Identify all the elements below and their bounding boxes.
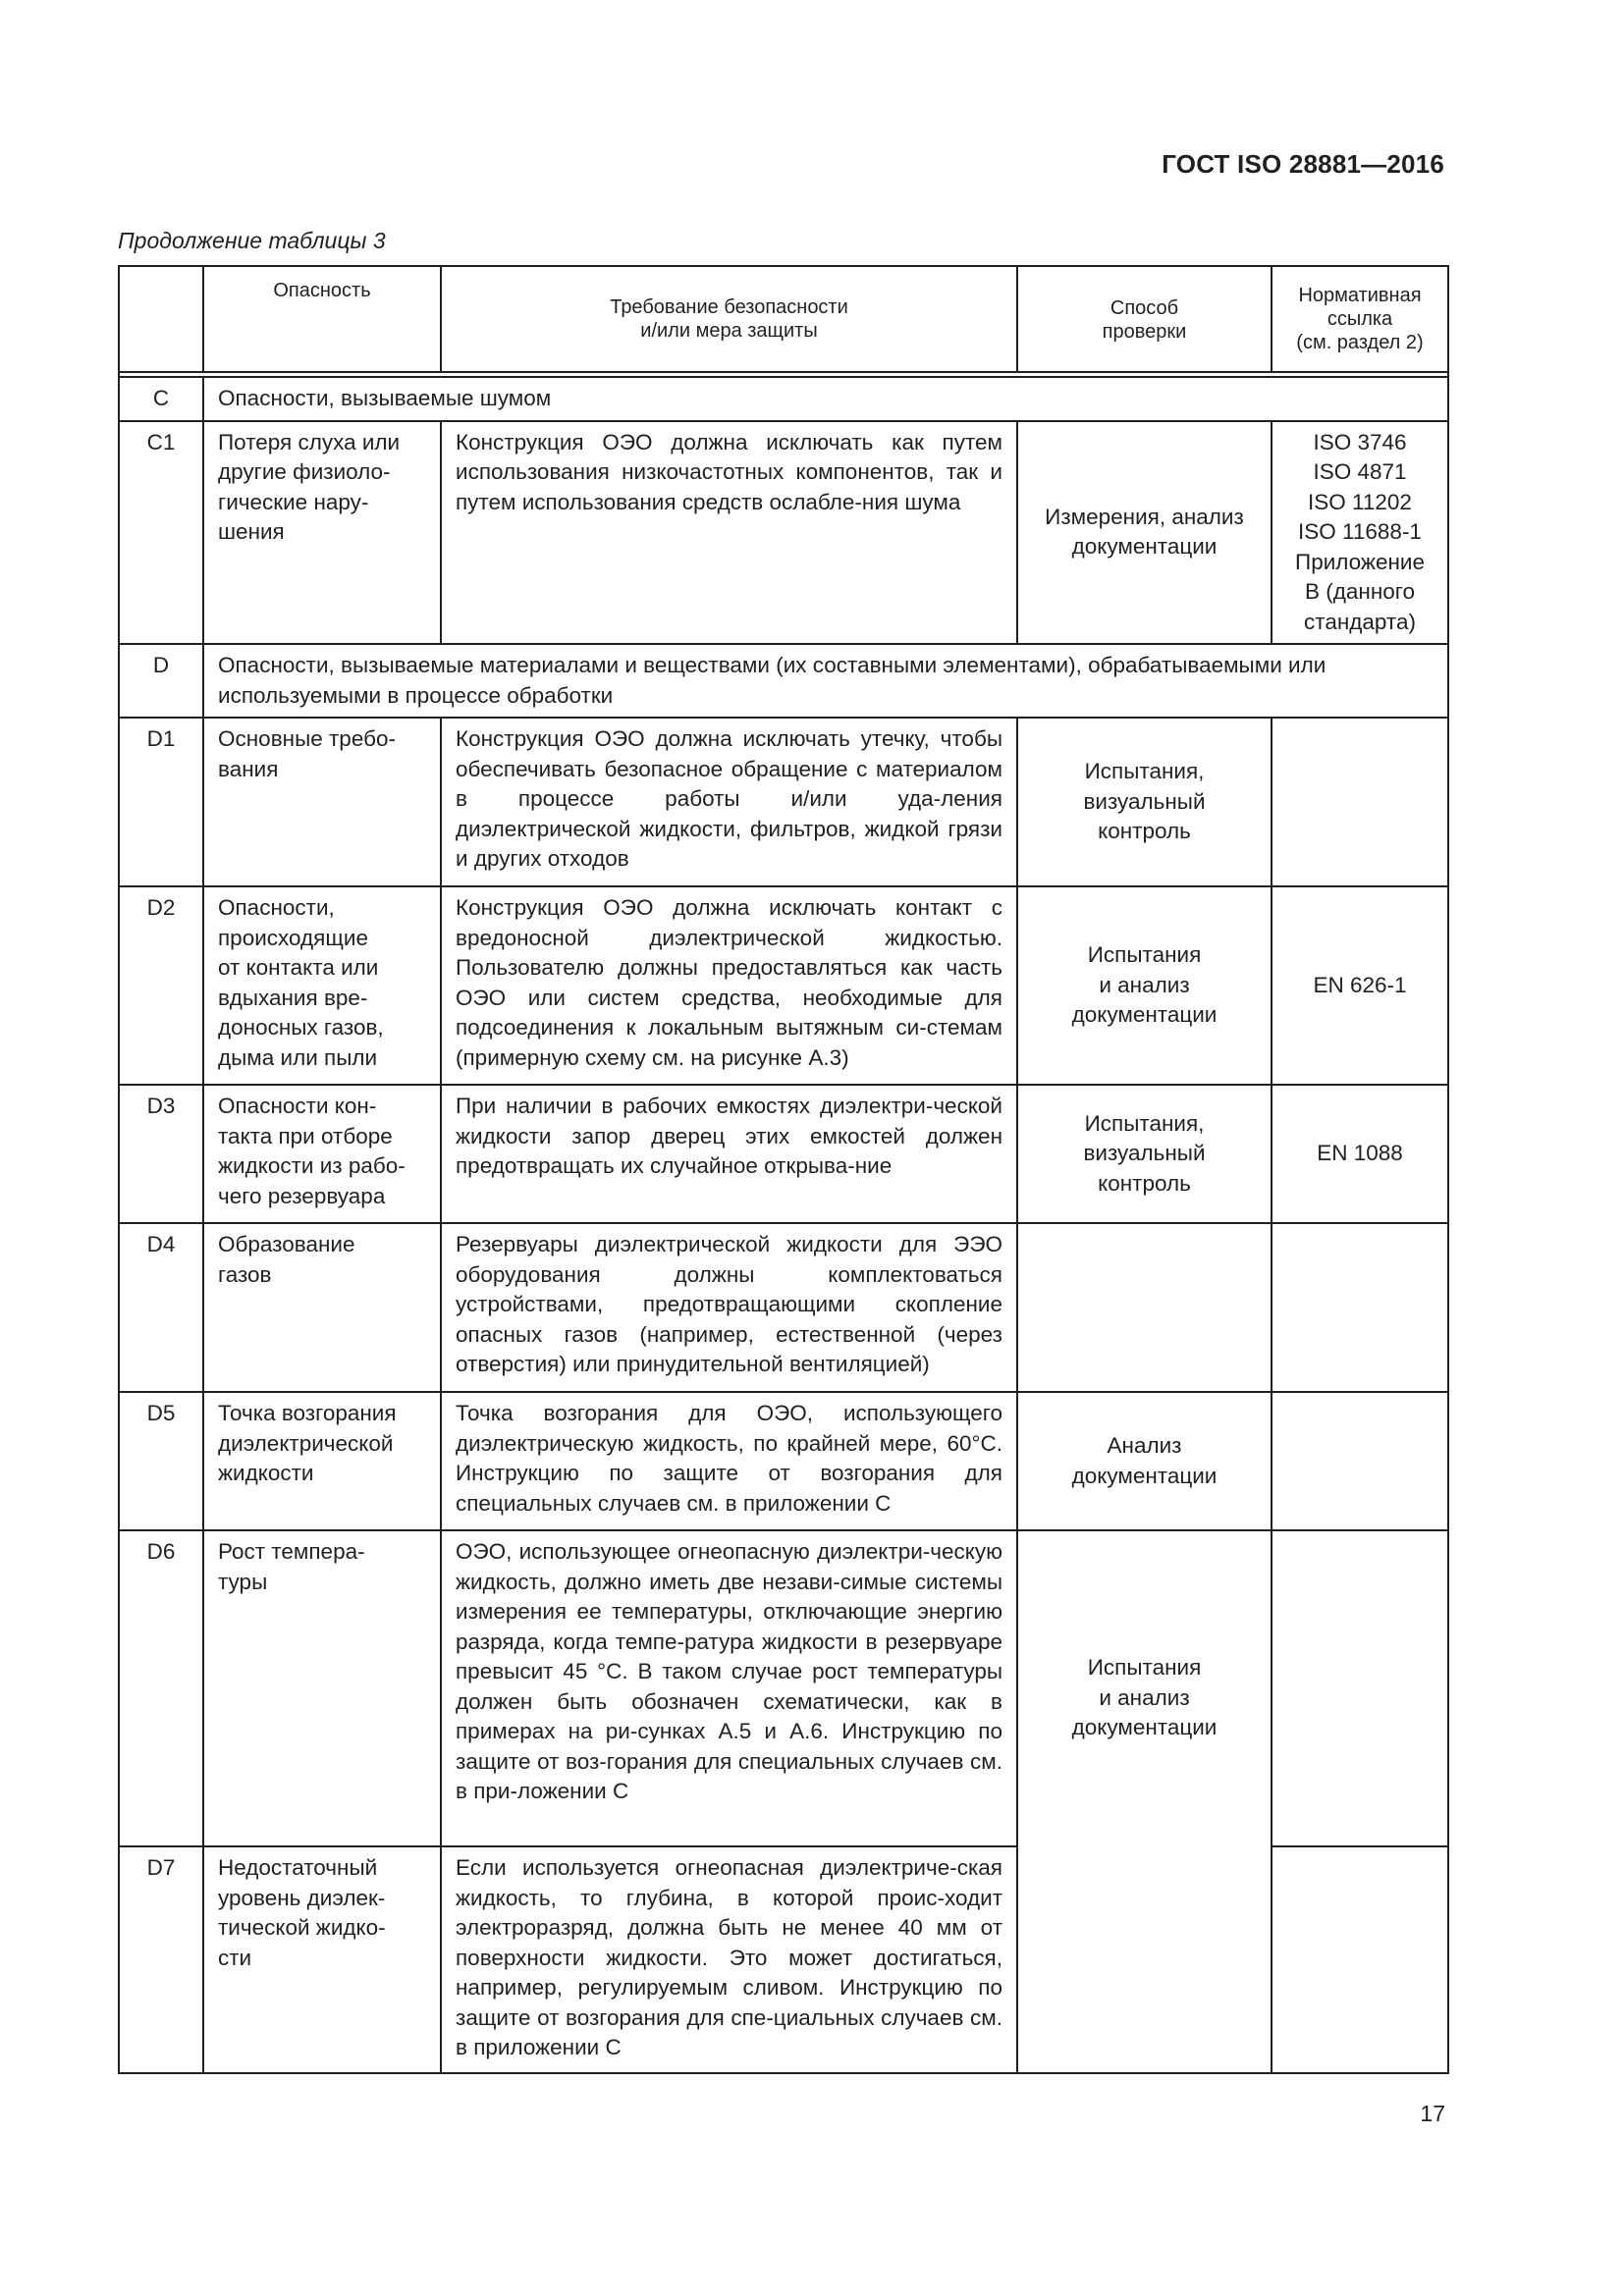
group-id: D bbox=[119, 644, 203, 718]
row-hazard bbox=[203, 886, 441, 1085]
row-id: D1 bbox=[119, 718, 203, 886]
cell-line: Испытания, bbox=[1084, 1110, 1205, 1136]
row-hazard bbox=[203, 1223, 441, 1392]
cell-line: проверки bbox=[1102, 321, 1187, 343]
cell-line: Измерения, анализ bbox=[1045, 504, 1244, 529]
cell-line: туры bbox=[218, 1569, 268, 1594]
row-requirement: Конструкция ОЭО должна исключать как путем использования низкочастотных компонентов, так и путем использования средств ослабле-ния шума bbox=[441, 421, 1017, 645]
cell-line: контроль bbox=[1098, 819, 1191, 844]
cell-line: ISO 3746 bbox=[1313, 429, 1407, 454]
row-verification bbox=[1017, 1392, 1272, 1530]
row-reference bbox=[1272, 1392, 1448, 1530]
cell-line: документации bbox=[1071, 1463, 1218, 1488]
row-id: D2 bbox=[119, 886, 203, 1085]
cell-line: шения bbox=[218, 519, 285, 544]
row-requirement: Точка возгорания для ОЭО, использующего диэлектрическую жидкость, по крайней мере, 60°С. Инструкцию по защите от возгорания для специальных случаев см. в приложении С bbox=[441, 1392, 1017, 1530]
cell-line: Образование bbox=[218, 1232, 355, 1256]
cell-line: дыма или пыли bbox=[218, 1044, 378, 1070]
cell-line: Способ bbox=[1110, 297, 1179, 319]
row-reference bbox=[1272, 1530, 1448, 1846]
row-requirement: Резервуары диэлектрической жидкости для ЭЭО оборудования должны комплектоваться устройствами, предотвращающими скопление опасных газов (например, естественной (через отверстия) или принудительной вентиляцией) bbox=[441, 1223, 1017, 1392]
row-reference bbox=[1272, 718, 1448, 886]
row-hazard bbox=[203, 1530, 441, 1846]
cell-line: В (данного bbox=[1305, 579, 1415, 604]
cell-line: Испытания, bbox=[1084, 759, 1205, 784]
row-id: D5 bbox=[119, 1392, 203, 1530]
row-reference bbox=[1272, 421, 1448, 645]
cell-line: Основные требо- bbox=[218, 726, 396, 751]
row-id: D4 bbox=[119, 1223, 203, 1392]
cell-line: Испытания bbox=[1087, 942, 1202, 968]
document-code: ГОСТ ISO 28881—2016 bbox=[1162, 149, 1444, 179]
row-requirement: ОЭО, использующее огнеопасную диэлектри-ческую жидкость, должно иметь две незави-симые системы измерения ее температуры, отключающие энергию разряда, когда темпе-ратура жидкости в резервуаре превысит 45 °С. В таком случае рост температуры должен быть обозначен схематически, как в примерах на ри-сунках А.5 и А.6. Инструкцию по защите от воз-горания для специальных случаев см. в при-ложении С bbox=[441, 1530, 1017, 1846]
cell-line: и анализ bbox=[1099, 972, 1190, 997]
row-reference: EN 1088 bbox=[1272, 1085, 1448, 1223]
cell-line: документации bbox=[1071, 1002, 1218, 1028]
row-id: D6 bbox=[119, 1530, 203, 1846]
cell-line: Требование безопасности bbox=[610, 296, 848, 318]
row-requirement: Конструкция ОЭО должна исключать утечку, чтобы обеспечивать безопасное обращение с материалом в процессе работы и/или уда-ления диэлектрической жидкости, фильтров, жидкой грязи и других отходов bbox=[441, 718, 1017, 886]
row-verification bbox=[1017, 886, 1272, 1085]
row-verification bbox=[1017, 1223, 1272, 1392]
cell-line: Опасности, bbox=[218, 895, 335, 920]
cell-line: и анализ bbox=[1099, 1684, 1190, 1710]
cell-line: визуальный bbox=[1083, 1141, 1206, 1166]
cell-line: жидкости из рабо- bbox=[218, 1153, 406, 1178]
cell-line: и/или мера защиты bbox=[640, 320, 818, 342]
row-verification bbox=[1017, 1530, 1272, 2073]
cell-line: гические нару- bbox=[218, 489, 369, 514]
row-hazard bbox=[203, 1392, 441, 1530]
table-row-d3 bbox=[119, 1085, 1448, 1223]
hazard-table bbox=[118, 265, 1449, 2074]
table-row-c1 bbox=[119, 421, 1448, 645]
row-reference bbox=[1272, 1846, 1448, 2073]
group-row-d bbox=[119, 644, 1448, 718]
row-requirement: При наличии в рабочих емкостях диэлектри-ческой жидкости запор дверец этих емкостей должен предотвращать их случайное открыва-ние bbox=[441, 1085, 1017, 1223]
cell-line: Приложение bbox=[1295, 549, 1425, 574]
cell-line: Анализ bbox=[1107, 1433, 1182, 1458]
cell-line: ссылка bbox=[1326, 308, 1393, 330]
cell-line: документации bbox=[1071, 1715, 1218, 1739]
row-id: D7 bbox=[119, 1846, 203, 2073]
row-requirement: Конструкция ОЭО должна исключать контакт с вредоносной диэлектрической жидкостью. Пользователю должны предоставляться как часть ОЭО или систем средства, необходимые для подсоединения к локальным вытяжным си-стемам (примерную схему см. на рисунке А.3) bbox=[441, 886, 1017, 1085]
table-row-d1 bbox=[119, 718, 1448, 886]
cell-line: Точка возгорания bbox=[218, 1401, 397, 1425]
cell-line: Потеря слуха или другие физиоло- bbox=[218, 429, 401, 484]
cell-line: диэлектрической bbox=[218, 1430, 394, 1456]
cell-line: Опасности кон- bbox=[218, 1094, 377, 1118]
page-number: 17 bbox=[1420, 2101, 1445, 2126]
cell-line: сти bbox=[218, 1945, 252, 1970]
cell-line: Рост темпера- bbox=[218, 1539, 365, 1564]
table-row-d4 bbox=[119, 1223, 1448, 1392]
row-reference bbox=[1272, 1223, 1448, 1392]
cell-line: документации bbox=[1071, 534, 1218, 560]
cell-line: чего резервуара bbox=[218, 1183, 386, 1208]
row-id: C1 bbox=[119, 421, 203, 645]
cell-line: Нормативная bbox=[1298, 285, 1422, 306]
cell-line: визуальный bbox=[1083, 788, 1206, 814]
cell-line: Недостаточный bbox=[218, 1855, 378, 1880]
row-hazard bbox=[203, 1846, 441, 2073]
cell-line: ISO 11202 bbox=[1308, 489, 1412, 514]
header-hazard: Опасность bbox=[203, 266, 441, 372]
cell-line: (см. раздел 2) bbox=[1296, 332, 1424, 353]
table-row-d6 bbox=[119, 1530, 1448, 1846]
cell-line: тической жидко- bbox=[218, 1915, 386, 1940]
cell-line: от контакта или bbox=[218, 955, 379, 980]
row-hazard bbox=[203, 421, 441, 645]
cell-line: жидкости bbox=[218, 1461, 314, 1485]
header-id bbox=[119, 266, 203, 372]
cell-line: вдыхания вре- bbox=[218, 985, 368, 1010]
cell-line: газов bbox=[218, 1261, 272, 1287]
group-title: Опасности, вызываемые материалами и веществами (их составными элементами), обрабатываемыми или используемыми в процессе обработки bbox=[203, 644, 1448, 718]
header-verification bbox=[1017, 266, 1272, 372]
cell-line: такта при отборе bbox=[218, 1123, 393, 1148]
table-row-d2 bbox=[119, 886, 1448, 1085]
cell-line: контроль bbox=[1098, 1170, 1191, 1196]
group-id: C bbox=[119, 377, 203, 421]
cell-line: доносных газов, bbox=[218, 1015, 384, 1040]
cell-line: происходящие bbox=[218, 925, 368, 950]
cell-line: ISO 4871 bbox=[1313, 459, 1407, 484]
cell-line: Испытания bbox=[1087, 1655, 1202, 1680]
table-caption: Продолжение таблицы 3 bbox=[118, 228, 386, 253]
row-id: D3 bbox=[119, 1085, 203, 1223]
row-requirement: Если используется огнеопасная диэлектриче-ская жидкость, то глубина, в которой проис-ходит электроразряд, должна быть не менее 40 мм от поверхности жидкости. Это может достигаться, например, регулируемым сливом. Инструкцию по защите от возгорания для спе-циальных случаев см. в приложении С bbox=[441, 1846, 1017, 2073]
table-header-row bbox=[119, 266, 1448, 372]
row-verification bbox=[1017, 1085, 1272, 1223]
group-row-c bbox=[119, 377, 1448, 421]
group-title: Опасности, вызываемые шумом bbox=[203, 377, 1448, 421]
row-verification bbox=[1017, 718, 1272, 886]
cell-line: стандарта) bbox=[1304, 609, 1416, 634]
table-row-d5 bbox=[119, 1392, 1448, 1530]
row-reference: EN 626-1 bbox=[1272, 886, 1448, 1085]
row-hazard bbox=[203, 1085, 441, 1223]
header-reference bbox=[1272, 266, 1448, 372]
cell-line: ISO 11688-1 bbox=[1298, 519, 1422, 544]
row-hazard bbox=[203, 718, 441, 886]
cell-line: вания bbox=[218, 756, 279, 781]
cell-line: уровень диэлек- bbox=[218, 1885, 386, 1910]
header-requirement bbox=[441, 266, 1017, 372]
row-verification bbox=[1017, 421, 1272, 645]
